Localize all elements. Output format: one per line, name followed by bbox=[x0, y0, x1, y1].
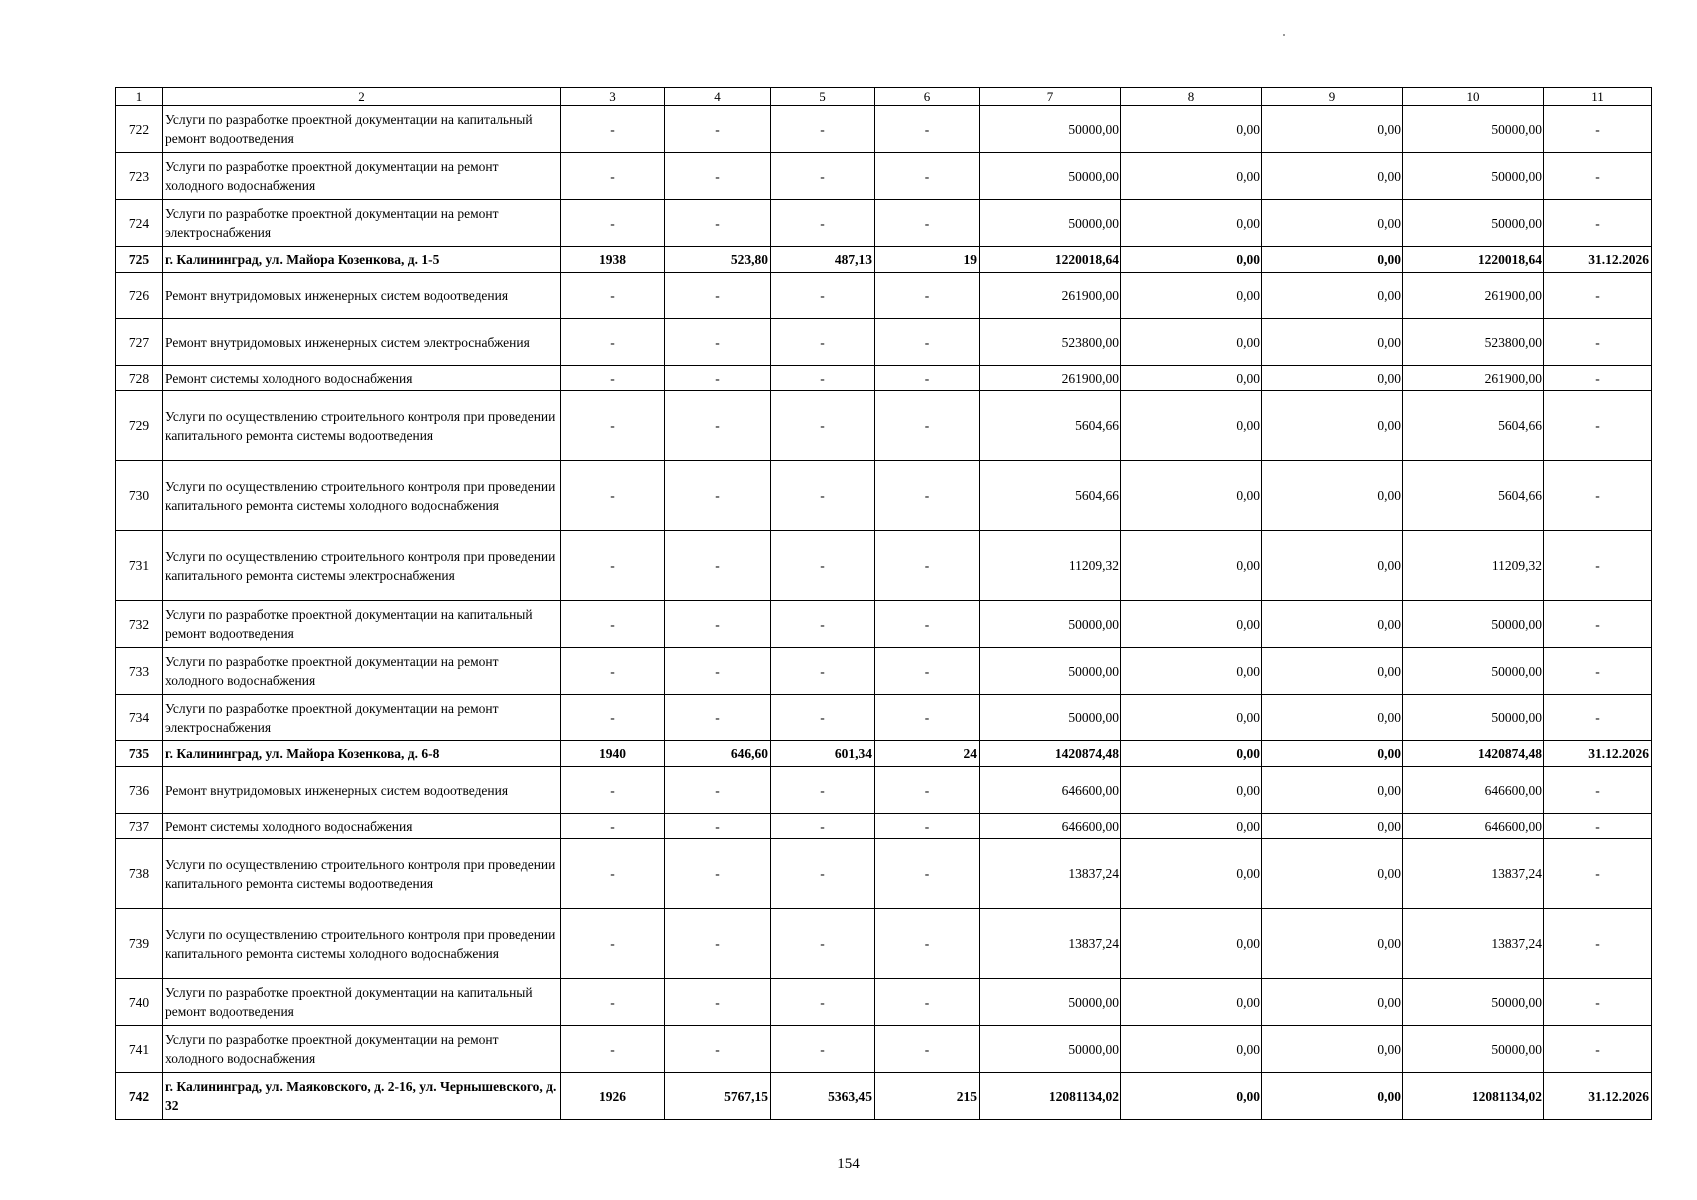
row-number-cell: 733 bbox=[116, 648, 163, 695]
deadline-cell: 31.12.2026 bbox=[1544, 247, 1652, 273]
row-number-cell: 740 bbox=[116, 979, 163, 1026]
deadline-cell: - bbox=[1544, 461, 1652, 531]
cost-owners-cell: 13837,24 bbox=[1403, 839, 1544, 909]
cost-fund-cell: 0,00 bbox=[1121, 247, 1262, 273]
row-number-cell: 739 bbox=[116, 909, 163, 979]
header-cell-7: 7 bbox=[980, 88, 1121, 106]
header-cell-11: 11 bbox=[1544, 88, 1652, 106]
row-number-cell: 724 bbox=[116, 200, 163, 247]
area-living-cell: 601,34 bbox=[771, 741, 875, 767]
year-cell: - bbox=[561, 979, 665, 1026]
year-cell: - bbox=[561, 153, 665, 200]
cost-total-cell: 50000,00 bbox=[980, 200, 1121, 247]
cost-owners-cell: 50000,00 bbox=[1403, 601, 1544, 648]
area-total-cell: - bbox=[665, 531, 771, 601]
description-cell: Ремонт системы холодного водоснабжения bbox=[163, 814, 561, 839]
cost-fund-cell: 0,00 bbox=[1121, 741, 1262, 767]
row-number-cell: 722 bbox=[116, 106, 163, 153]
cost-budget-cell: 0,00 bbox=[1262, 531, 1403, 601]
residents-cell: - bbox=[875, 839, 980, 909]
cost-owners-cell: 646600,00 bbox=[1403, 767, 1544, 814]
residents-cell: - bbox=[875, 531, 980, 601]
row-number-cell: 730 bbox=[116, 461, 163, 531]
deadline-cell: - bbox=[1544, 839, 1652, 909]
area-living-cell: - bbox=[771, 319, 875, 366]
header-cell-8: 8 bbox=[1121, 88, 1262, 106]
header-cell-9: 9 bbox=[1262, 88, 1403, 106]
area-living-cell: 5363,45 bbox=[771, 1073, 875, 1120]
header-cell-1: 1 bbox=[116, 88, 163, 106]
year-cell: 1938 bbox=[561, 247, 665, 273]
header-cell-3: 3 bbox=[561, 88, 665, 106]
area-living-cell: - bbox=[771, 648, 875, 695]
table-row bbox=[116, 648, 1652, 695]
description-cell: г. Калининград, ул. Маяковского, д. 2-16, ул. Чернышевского, д. 32 bbox=[163, 1073, 561, 1120]
cost-fund-cell: 0,00 bbox=[1121, 814, 1262, 839]
year-cell: - bbox=[561, 1026, 665, 1073]
residents-cell: - bbox=[875, 106, 980, 153]
area-total-cell: - bbox=[665, 695, 771, 741]
cost-budget-cell: 0,00 bbox=[1262, 839, 1403, 909]
year-cell: - bbox=[561, 461, 665, 531]
deadline-cell: - bbox=[1544, 695, 1652, 741]
cost-total-cell: 12081134,02 bbox=[980, 1073, 1121, 1120]
description-cell: Услуги по осуществлению строительного контроля при проведении капитального ремонта системы электроснабжения bbox=[163, 531, 561, 601]
year-cell: - bbox=[561, 601, 665, 648]
cost-fund-cell: 0,00 bbox=[1121, 391, 1262, 461]
address-row bbox=[116, 741, 1652, 767]
residents-cell: - bbox=[875, 200, 980, 247]
deadline-cell: - bbox=[1544, 1026, 1652, 1073]
area-total-cell: - bbox=[665, 366, 771, 391]
cost-budget-cell: 0,00 bbox=[1262, 695, 1403, 741]
cost-budget-cell: 0,00 bbox=[1262, 391, 1403, 461]
cost-fund-cell: 0,00 bbox=[1121, 200, 1262, 247]
residents-cell: - bbox=[875, 366, 980, 391]
area-living-cell: - bbox=[771, 695, 875, 741]
residents-cell: 19 bbox=[875, 247, 980, 273]
description-cell: г. Калининград, ул. Майора Козенкова, д. 6-8 bbox=[163, 741, 561, 767]
header-cell-10: 10 bbox=[1403, 88, 1544, 106]
cost-owners-cell: 1220018,64 bbox=[1403, 247, 1544, 273]
cost-owners-cell: 50000,00 bbox=[1403, 648, 1544, 695]
cost-total-cell: 13837,24 bbox=[980, 839, 1121, 909]
deadline-cell: - bbox=[1544, 273, 1652, 319]
year-cell: - bbox=[561, 106, 665, 153]
area-total-cell: - bbox=[665, 909, 771, 979]
year-cell: - bbox=[561, 814, 665, 839]
cost-fund-cell: 0,00 bbox=[1121, 319, 1262, 366]
cost-total-cell: 50000,00 bbox=[980, 601, 1121, 648]
cost-fund-cell: 0,00 bbox=[1121, 366, 1262, 391]
table-row bbox=[116, 273, 1652, 319]
cost-fund-cell: 0,00 bbox=[1121, 1073, 1262, 1120]
deadline-cell: 31.12.2026 bbox=[1544, 1073, 1652, 1120]
cost-owners-cell: 50000,00 bbox=[1403, 153, 1544, 200]
residents-cell: - bbox=[875, 1026, 980, 1073]
cost-budget-cell: 0,00 bbox=[1262, 319, 1403, 366]
area-total-cell: - bbox=[665, 601, 771, 648]
area-living-cell: - bbox=[771, 153, 875, 200]
header-cell-6: 6 bbox=[875, 88, 980, 106]
header-cell-5: 5 bbox=[771, 88, 875, 106]
description-cell: Услуги по осуществлению строительного контроля при проведении капитального ремонта системы водоотведения bbox=[163, 391, 561, 461]
column-number-header-row bbox=[116, 88, 1652, 106]
table-row bbox=[116, 979, 1652, 1026]
cost-budget-cell: 0,00 bbox=[1262, 601, 1403, 648]
cost-fund-cell: 0,00 bbox=[1121, 1026, 1262, 1073]
table-row bbox=[116, 1026, 1652, 1073]
repair-schedule-table bbox=[115, 87, 1652, 1120]
cost-total-cell: 5604,66 bbox=[980, 461, 1121, 531]
cost-budget-cell: 0,00 bbox=[1262, 648, 1403, 695]
cost-total-cell: 5604,66 bbox=[980, 391, 1121, 461]
residents-cell: - bbox=[875, 695, 980, 741]
area-living-cell: - bbox=[771, 366, 875, 391]
row-number-cell: 731 bbox=[116, 531, 163, 601]
description-cell: Ремонт внутридомовых инженерных систем водоотведения bbox=[163, 273, 561, 319]
cost-fund-cell: 0,00 bbox=[1121, 153, 1262, 200]
residents-cell: - bbox=[875, 814, 980, 839]
area-total-cell: - bbox=[665, 839, 771, 909]
area-total-cell: - bbox=[665, 319, 771, 366]
cost-fund-cell: 0,00 bbox=[1121, 461, 1262, 531]
description-cell: Услуги по осуществлению строительного контроля при проведении капитального ремонта системы водоотведения bbox=[163, 839, 561, 909]
year-cell: - bbox=[561, 767, 665, 814]
area-total-cell: - bbox=[665, 648, 771, 695]
description-cell: Услуги по осуществлению строительного контроля при проведении капитального ремонта системы холодного водоснабжения bbox=[163, 461, 561, 531]
cost-total-cell: 50000,00 bbox=[980, 1026, 1121, 1073]
address-row bbox=[116, 1073, 1652, 1120]
deadline-cell: - bbox=[1544, 909, 1652, 979]
row-number-cell: 727 bbox=[116, 319, 163, 366]
area-living-cell: - bbox=[771, 979, 875, 1026]
cost-budget-cell: 0,00 bbox=[1262, 461, 1403, 531]
row-number-cell: 734 bbox=[116, 695, 163, 741]
table-row bbox=[116, 200, 1652, 247]
residents-cell: 24 bbox=[875, 741, 980, 767]
year-cell: - bbox=[561, 909, 665, 979]
cost-budget-cell: 0,00 bbox=[1262, 741, 1403, 767]
row-number-cell: 726 bbox=[116, 273, 163, 319]
year-cell: - bbox=[561, 273, 665, 319]
area-total-cell: - bbox=[665, 391, 771, 461]
residents-cell: - bbox=[875, 767, 980, 814]
cost-budget-cell: 0,00 bbox=[1262, 814, 1403, 839]
row-number-cell: 741 bbox=[116, 1026, 163, 1073]
cost-budget-cell: 0,00 bbox=[1262, 1026, 1403, 1073]
cost-total-cell: 646600,00 bbox=[980, 814, 1121, 839]
cost-total-cell: 50000,00 bbox=[980, 648, 1121, 695]
area-total-cell: - bbox=[665, 814, 771, 839]
cost-owners-cell: 12081134,02 bbox=[1403, 1073, 1544, 1120]
table-row bbox=[116, 601, 1652, 648]
deadline-cell: - bbox=[1544, 979, 1652, 1026]
area-total-cell: - bbox=[665, 200, 771, 247]
year-cell: 1926 bbox=[561, 1073, 665, 1120]
cost-fund-cell: 0,00 bbox=[1121, 979, 1262, 1026]
year-cell: - bbox=[561, 391, 665, 461]
cost-budget-cell: 0,00 bbox=[1262, 909, 1403, 979]
table-row bbox=[116, 695, 1652, 741]
area-total-cell: - bbox=[665, 273, 771, 319]
cost-fund-cell: 0,00 bbox=[1121, 601, 1262, 648]
cost-total-cell: 523800,00 bbox=[980, 319, 1121, 366]
address-row bbox=[116, 247, 1652, 273]
deadline-cell: - bbox=[1544, 391, 1652, 461]
cost-owners-cell: 50000,00 bbox=[1403, 106, 1544, 153]
year-cell: - bbox=[561, 695, 665, 741]
cost-fund-cell: 0,00 bbox=[1121, 106, 1262, 153]
deadline-cell: - bbox=[1544, 106, 1652, 153]
page-number: 154 bbox=[837, 1156, 860, 1172]
row-number-cell: 736 bbox=[116, 767, 163, 814]
cost-owners-cell: 11209,32 bbox=[1403, 531, 1544, 601]
year-cell: 1940 bbox=[561, 741, 665, 767]
row-number-cell: 729 bbox=[116, 391, 163, 461]
cost-fund-cell: 0,00 bbox=[1121, 839, 1262, 909]
cost-owners-cell: 261900,00 bbox=[1403, 366, 1544, 391]
cost-budget-cell: 0,00 bbox=[1262, 247, 1403, 273]
row-number-cell: 728 bbox=[116, 366, 163, 391]
row-number-cell: 735 bbox=[116, 741, 163, 767]
cost-total-cell: 1220018,64 bbox=[980, 247, 1121, 273]
residents-cell: - bbox=[875, 319, 980, 366]
cost-budget-cell: 0,00 bbox=[1262, 1073, 1403, 1120]
cost-budget-cell: 0,00 bbox=[1262, 200, 1403, 247]
area-living-cell: - bbox=[771, 391, 875, 461]
area-total-cell: - bbox=[665, 106, 771, 153]
description-cell: Услуги по разработке проектной документации на ремонт холодного водоснабжения bbox=[163, 1026, 561, 1073]
cost-budget-cell: 0,00 bbox=[1262, 273, 1403, 319]
residents-cell: - bbox=[875, 979, 980, 1026]
description-cell: Услуги по разработке проектной документации на капитальный ремонт водоотведения bbox=[163, 106, 561, 153]
row-number-cell: 725 bbox=[116, 247, 163, 273]
area-living-cell: - bbox=[771, 767, 875, 814]
area-total-cell: 523,80 bbox=[665, 247, 771, 273]
cost-total-cell: 261900,00 bbox=[980, 366, 1121, 391]
cost-total-cell: 13837,24 bbox=[980, 909, 1121, 979]
description-cell: Услуги по разработке проектной документации на капитальный ремонт водоотведения bbox=[163, 601, 561, 648]
deadline-cell: - bbox=[1544, 366, 1652, 391]
table-row bbox=[116, 839, 1652, 909]
description-cell: Услуги по разработке проектной документации на ремонт электроснабжения bbox=[163, 695, 561, 741]
table-row bbox=[116, 366, 1652, 391]
area-living-cell: - bbox=[771, 461, 875, 531]
cost-fund-cell: 0,00 bbox=[1121, 695, 1262, 741]
deadline-cell: 31.12.2026 bbox=[1544, 741, 1652, 767]
cost-fund-cell: 0,00 bbox=[1121, 648, 1262, 695]
description-cell: Ремонт внутридомовых инженерных систем водоотведения bbox=[163, 767, 561, 814]
cost-total-cell: 50000,00 bbox=[980, 153, 1121, 200]
description-cell: Услуги по разработке проектной документации на ремонт холодного водоснабжения bbox=[163, 648, 561, 695]
area-total-cell: 646,60 bbox=[665, 741, 771, 767]
area-living-cell: - bbox=[771, 200, 875, 247]
table-row bbox=[116, 153, 1652, 200]
year-cell: - bbox=[561, 531, 665, 601]
area-living-cell: - bbox=[771, 106, 875, 153]
cost-owners-cell: 5604,66 bbox=[1403, 391, 1544, 461]
description-cell: Ремонт внутридомовых инженерных систем электроснабжения bbox=[163, 319, 561, 366]
residents-cell: - bbox=[875, 909, 980, 979]
area-living-cell: - bbox=[771, 909, 875, 979]
table-row bbox=[116, 461, 1652, 531]
cost-budget-cell: 0,00 bbox=[1262, 979, 1403, 1026]
residents-cell: - bbox=[875, 648, 980, 695]
description-cell: Услуги по осуществлению строительного контроля при проведении капитального ремонта системы холодного водоснабжения bbox=[163, 909, 561, 979]
row-number-cell: 738 bbox=[116, 839, 163, 909]
year-cell: - bbox=[561, 319, 665, 366]
cost-owners-cell: 1420874,48 bbox=[1403, 741, 1544, 767]
area-living-cell: - bbox=[771, 1026, 875, 1073]
table-row bbox=[116, 531, 1652, 601]
deadline-cell: - bbox=[1544, 319, 1652, 366]
table-row bbox=[116, 909, 1652, 979]
residents-cell: - bbox=[875, 601, 980, 648]
deadline-cell: - bbox=[1544, 767, 1652, 814]
deadline-cell: - bbox=[1544, 648, 1652, 695]
cost-budget-cell: 0,00 bbox=[1262, 767, 1403, 814]
cost-owners-cell: 5604,66 bbox=[1403, 461, 1544, 531]
cost-fund-cell: 0,00 bbox=[1121, 531, 1262, 601]
cost-total-cell: 50000,00 bbox=[980, 695, 1121, 741]
residents-cell: - bbox=[875, 391, 980, 461]
area-total-cell: - bbox=[665, 1026, 771, 1073]
residents-cell: - bbox=[875, 273, 980, 319]
area-living-cell: - bbox=[771, 273, 875, 319]
cost-total-cell: 50000,00 bbox=[980, 979, 1121, 1026]
cost-owners-cell: 13837,24 bbox=[1403, 909, 1544, 979]
area-living-cell: - bbox=[771, 531, 875, 601]
cost-owners-cell: 50000,00 bbox=[1403, 1026, 1544, 1073]
cost-owners-cell: 261900,00 bbox=[1403, 273, 1544, 319]
cost-owners-cell: 50000,00 bbox=[1403, 979, 1544, 1026]
area-total-cell: - bbox=[665, 979, 771, 1026]
deadline-cell: - bbox=[1544, 153, 1652, 200]
cost-fund-cell: 0,00 bbox=[1121, 273, 1262, 319]
area-living-cell: - bbox=[771, 839, 875, 909]
table-row bbox=[116, 391, 1652, 461]
residents-cell: 215 bbox=[875, 1073, 980, 1120]
scan-artifact-dot bbox=[1283, 34, 1285, 36]
cost-total-cell: 1420874,48 bbox=[980, 741, 1121, 767]
cost-total-cell: 646600,00 bbox=[980, 767, 1121, 814]
cost-budget-cell: 0,00 bbox=[1262, 106, 1403, 153]
year-cell: - bbox=[561, 839, 665, 909]
cost-budget-cell: 0,00 bbox=[1262, 153, 1403, 200]
description-cell: Услуги по разработке проектной документации на ремонт электроснабжения bbox=[163, 200, 561, 247]
description-cell: г. Калининград, ул. Майора Козенкова, д. 1-5 bbox=[163, 247, 561, 273]
cost-fund-cell: 0,00 bbox=[1121, 909, 1262, 979]
cost-owners-cell: 50000,00 bbox=[1403, 695, 1544, 741]
table-row bbox=[116, 319, 1652, 366]
area-living-cell: 487,13 bbox=[771, 247, 875, 273]
deadline-cell: - bbox=[1544, 814, 1652, 839]
row-number-cell: 742 bbox=[116, 1073, 163, 1120]
description-cell: Услуги по разработке проектной документации на ремонт холодного водоснабжения bbox=[163, 153, 561, 200]
area-total-cell: - bbox=[665, 153, 771, 200]
deadline-cell: - bbox=[1544, 601, 1652, 648]
row-number-cell: 737 bbox=[116, 814, 163, 839]
area-total-cell: - bbox=[665, 461, 771, 531]
description-cell: Услуги по разработке проектной документации на капитальный ремонт водоотведения bbox=[163, 979, 561, 1026]
cost-owners-cell: 50000,00 bbox=[1403, 200, 1544, 247]
area-living-cell: - bbox=[771, 601, 875, 648]
cost-fund-cell: 0,00 bbox=[1121, 767, 1262, 814]
deadline-cell: - bbox=[1544, 200, 1652, 247]
year-cell: - bbox=[561, 366, 665, 391]
cost-owners-cell: 523800,00 bbox=[1403, 319, 1544, 366]
table-row bbox=[116, 814, 1652, 839]
row-number-cell: 723 bbox=[116, 153, 163, 200]
description-cell: Ремонт системы холодного водоснабжения bbox=[163, 366, 561, 391]
cost-total-cell: 11209,32 bbox=[980, 531, 1121, 601]
area-total-cell: - bbox=[665, 767, 771, 814]
cost-owners-cell: 646600,00 bbox=[1403, 814, 1544, 839]
year-cell: - bbox=[561, 200, 665, 247]
table-row bbox=[116, 767, 1652, 814]
header-cell-4: 4 bbox=[665, 88, 771, 106]
row-number-cell: 732 bbox=[116, 601, 163, 648]
area-living-cell: - bbox=[771, 814, 875, 839]
cost-total-cell: 261900,00 bbox=[980, 273, 1121, 319]
residents-cell: - bbox=[875, 153, 980, 200]
area-total-cell: 5767,15 bbox=[665, 1073, 771, 1120]
residents-cell: - bbox=[875, 461, 980, 531]
header-cell-2: 2 bbox=[163, 88, 561, 106]
cost-budget-cell: 0,00 bbox=[1262, 366, 1403, 391]
deadline-cell: - bbox=[1544, 531, 1652, 601]
table-row bbox=[116, 106, 1652, 153]
cost-total-cell: 50000,00 bbox=[980, 106, 1121, 153]
year-cell: - bbox=[561, 648, 665, 695]
